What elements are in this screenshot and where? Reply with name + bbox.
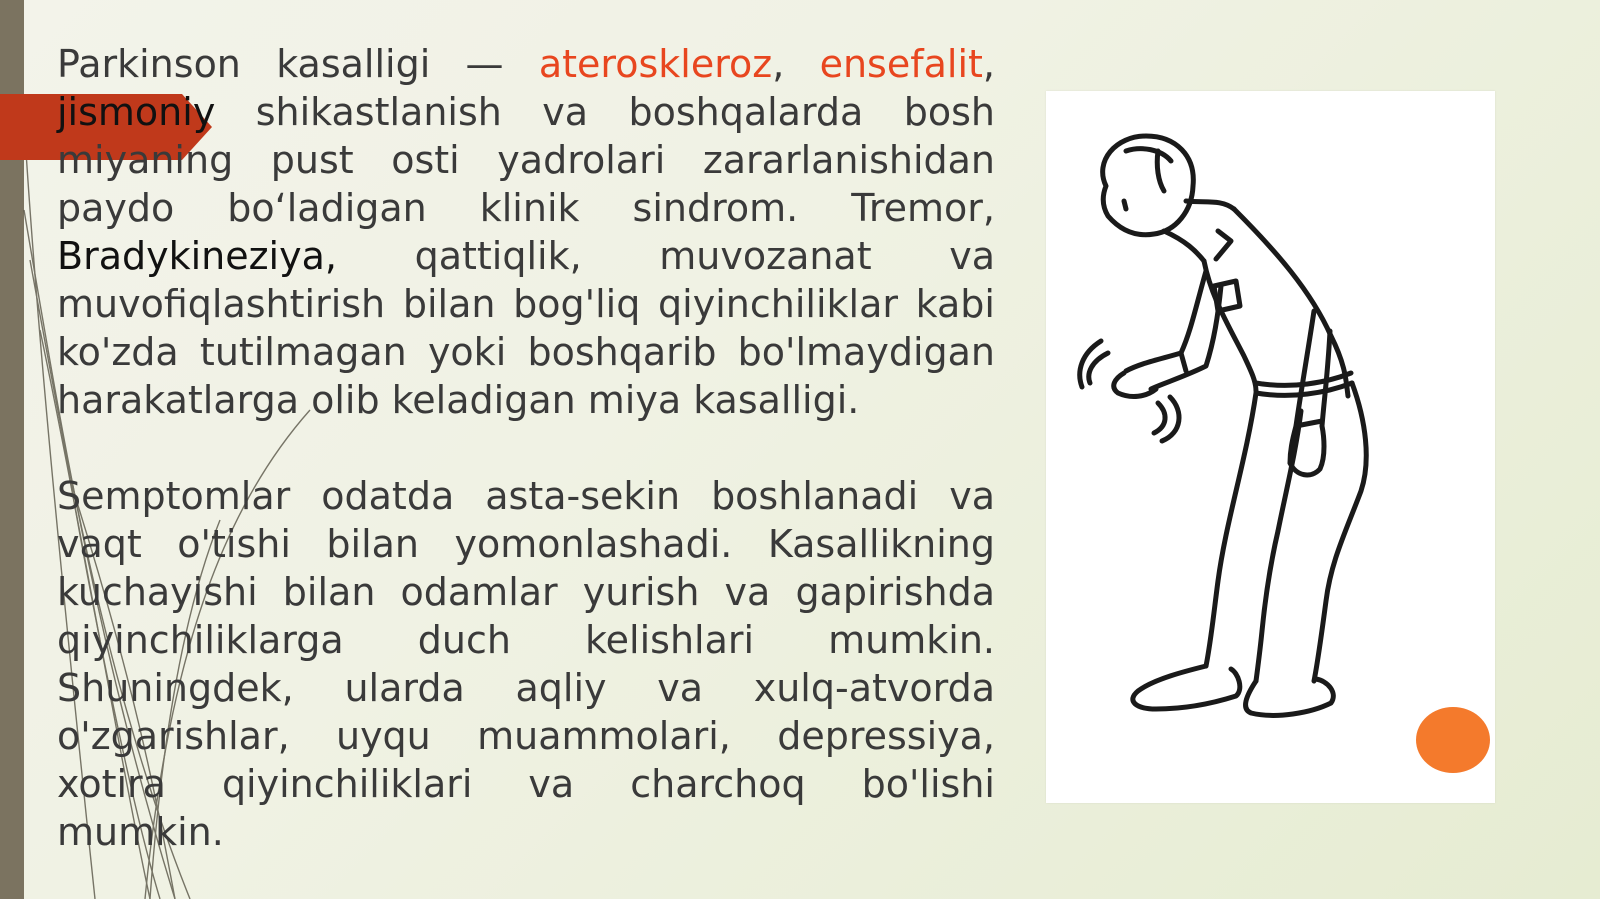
figure-card	[1046, 91, 1495, 803]
separator: ,	[982, 42, 995, 86]
paragraph-symptoms: Semptomlar odatda asta-sekin boshlanadi va vaqt o'tishi bilan yomonlashadi. Kasallikning kuchayishi bilan odamlar yurish va gapirishda qiyinchiliklarga duch kelishlari mumkin. Shuningdek, ularda aqliy va xulq-atvorda o'zgarishlar, uyqu muammolari, depressiya, xotira qiyinchiliklari va charchoq bo'lishi mumkin.	[57, 474, 995, 854]
slide-body-text	[57, 40, 995, 856]
paragraph-definition	[57, 40, 995, 424]
word-jismoniy: jismoniy	[57, 90, 216, 134]
word-bradykineziya: Bradykineziya,	[57, 234, 337, 278]
parkinson-patient-illustration	[1046, 91, 1495, 803]
definition-body: shikastlanish va boshqalarda bosh miyaning pust osti yadrolari zararlanishidan paydo boʻladigan klinik sindrom. Tremor,	[57, 90, 995, 230]
link-ateroskleroz[interactable]: ateroskleroz	[538, 42, 773, 86]
link-ensefalit[interactable]: ensefalit	[819, 42, 983, 86]
definition-body-2: qattiqlik, muvozanat va muvofiqlashtirish bilan bog'liq qiyinchiliklar kabi ko'zda tutilmagan yoki boshqarib bo'lmaydigan harakatlarga olib keladigan miya kasalligi.	[57, 234, 995, 422]
lead-text: Parkinson kasalligi —	[57, 42, 539, 86]
orange-dot-decoration	[1416, 707, 1490, 773]
separator: ,	[772, 42, 820, 86]
